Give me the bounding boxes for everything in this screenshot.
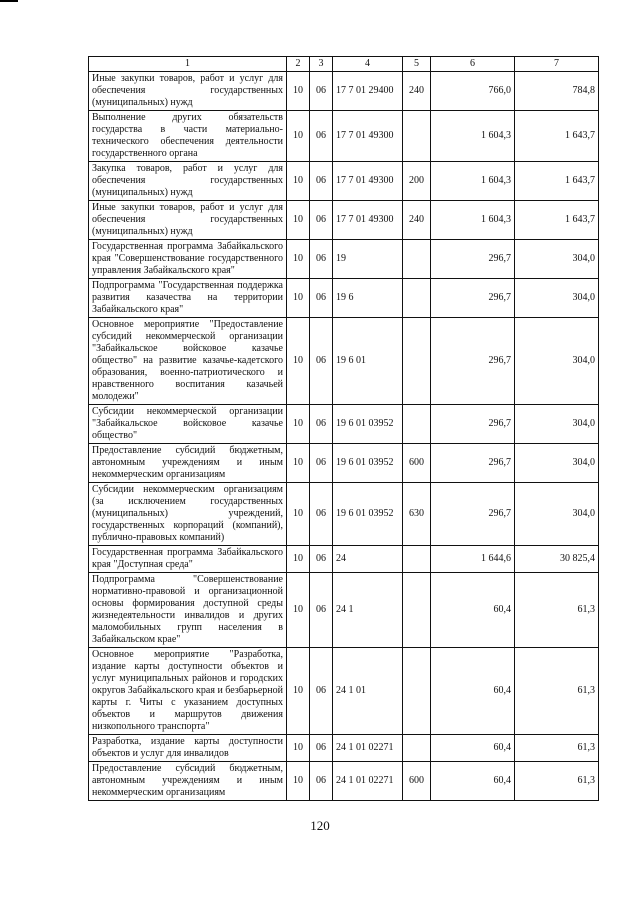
table-row — [89, 546, 599, 573]
table-row — [89, 72, 599, 111]
section-code-cell: 10 — [287, 405, 310, 444]
expense-type-cell — [403, 279, 431, 318]
expense-type-cell — [403, 546, 431, 573]
row-name-cell: Основное мероприятие "Предоставление субсидий некоммерческой организации "Забайкальское войсковое казачье общество" на развитие казачье-кадетского образования, военно-патриотического и нравственного воспитания казачьей молодежи" — [89, 318, 287, 405]
amount-cell-col6: 1 604,3 — [431, 201, 515, 240]
row-name-cell: Субсидии некоммерческой организации "Забайкальское войсковое казачье общество" — [89, 405, 287, 444]
section-code-cell: 10 — [287, 546, 310, 573]
target-article-cell: 24 1 — [333, 573, 403, 648]
target-article-cell: 19 6 01 03952 — [333, 405, 403, 444]
table-row — [89, 762, 599, 801]
amount-cell-col6: 296,7 — [431, 240, 515, 279]
amount-cell-col7: 304,0 — [515, 405, 599, 444]
subsection-code-cell: 06 — [310, 648, 333, 735]
expense-type-cell: 600 — [403, 444, 431, 483]
section-code-cell: 10 — [287, 573, 310, 648]
amount-cell-col7: 304,0 — [515, 483, 599, 546]
amount-cell-col6: 60,4 — [431, 648, 515, 735]
document-page — [88, 56, 598, 801]
amount-cell-col6: 60,4 — [431, 573, 515, 648]
target-article-cell: 19 — [333, 240, 403, 279]
column-header: 2 — [287, 57, 310, 72]
subsection-code-cell: 06 — [310, 735, 333, 762]
row-name-cell: Предоставление субсидий бюджетным, автономным учреждениям и иным некоммерческим организациям — [89, 762, 287, 801]
section-code-cell: 10 — [287, 111, 310, 162]
amount-cell-col6: 1 604,3 — [431, 162, 515, 201]
expense-type-cell — [403, 240, 431, 279]
section-code-cell: 10 — [287, 279, 310, 318]
table-row — [89, 735, 599, 762]
table-body — [89, 72, 599, 801]
amount-cell-col7: 304,0 — [515, 318, 599, 405]
amount-cell-col6: 766,0 — [431, 72, 515, 111]
subsection-code-cell: 06 — [310, 573, 333, 648]
table-row — [89, 111, 599, 162]
section-code-cell: 10 — [287, 240, 310, 279]
row-name-cell: Выполнение других обязательств государства в части материально-технического обеспечения деятельности государственного органа — [89, 111, 287, 162]
column-header: 4 — [333, 57, 403, 72]
amount-cell-col6: 60,4 — [431, 735, 515, 762]
amount-cell-col6: 1 644,6 — [431, 546, 515, 573]
amount-cell-col7: 304,0 — [515, 279, 599, 318]
row-name-cell: Разработка, издание карты доступности объектов и услуг для инвалидов — [89, 735, 287, 762]
table-row — [89, 318, 599, 405]
target-article-cell: 17 7 01 29400 — [333, 72, 403, 111]
header-row — [89, 57, 599, 72]
table-row — [89, 201, 599, 240]
section-code-cell: 10 — [287, 648, 310, 735]
section-code-cell: 10 — [287, 483, 310, 546]
amount-cell-col7: 61,3 — [515, 735, 599, 762]
amount-cell-col7: 784,8 — [515, 72, 599, 111]
row-name-cell: Предоставление субсидий бюджетным, автономным учреждениям и иным некоммерческим организациям — [89, 444, 287, 483]
section-code-cell: 10 — [287, 762, 310, 801]
row-name-cell: Основное мероприятие "Разработка, издание карты доступности объектов и услуг муниципальных районов и городских округов Забайкальского края и безбарьерной карты г. Читы с указанием доступных объектов и маршрутов движения низкопольного транспорта" — [89, 648, 287, 735]
target-article-cell: 19 6 01 — [333, 318, 403, 405]
amount-cell-col6: 296,7 — [431, 405, 515, 444]
amount-cell-col7: 30 825,4 — [515, 546, 599, 573]
target-article-cell: 24 — [333, 546, 403, 573]
subsection-code-cell: 06 — [310, 162, 333, 201]
table-row — [89, 405, 599, 444]
expense-type-cell — [403, 648, 431, 735]
expense-type-cell: 600 — [403, 762, 431, 801]
subsection-code-cell: 06 — [310, 240, 333, 279]
subsection-code-cell: 06 — [310, 111, 333, 162]
page-number: 120 — [310, 818, 330, 833]
subsection-code-cell: 06 — [310, 546, 333, 573]
expense-type-cell — [403, 111, 431, 162]
amount-cell-col7: 61,3 — [515, 573, 599, 648]
table-row — [89, 444, 599, 483]
table-row — [89, 279, 599, 318]
table-row — [89, 240, 599, 279]
row-name-cell: Закупка товаров, работ и услуг для обеспечения государственных (муниципальных) нужд — [89, 162, 287, 201]
section-code-cell: 10 — [287, 444, 310, 483]
target-article-cell: 17 7 01 49300 — [333, 201, 403, 240]
expense-type-cell: 630 — [403, 483, 431, 546]
subsection-code-cell: 06 — [310, 201, 333, 240]
corner-mark — [0, 0, 18, 2]
amount-cell-col7: 304,0 — [515, 444, 599, 483]
amount-cell-col7: 304,0 — [515, 240, 599, 279]
table-row — [89, 162, 599, 201]
subsection-code-cell: 06 — [310, 72, 333, 111]
expense-type-cell: 200 — [403, 162, 431, 201]
row-name-cell: Подпрограмма "Государственная поддержка развития казачества на территории Забайкальского края" — [89, 279, 287, 318]
target-article-cell: 19 6 — [333, 279, 403, 318]
expense-type-cell: 240 — [403, 201, 431, 240]
budget-table — [88, 56, 599, 801]
target-article-cell: 17 7 01 49300 — [333, 162, 403, 201]
subsection-code-cell: 06 — [310, 444, 333, 483]
target-article-cell: 24 1 01 — [333, 648, 403, 735]
expense-type-cell — [403, 573, 431, 648]
row-name-cell: Иные закупки товаров, работ и услуг для обеспечения государственных (муниципальных) нужд — [89, 72, 287, 111]
column-header: 5 — [403, 57, 431, 72]
row-name-cell: Государственная программа Забайкальского края "Доступная среда" — [89, 546, 287, 573]
expense-type-cell — [403, 405, 431, 444]
amount-cell-col7: 1 643,7 — [515, 201, 599, 240]
section-code-cell: 10 — [287, 735, 310, 762]
amount-cell-col6: 296,7 — [431, 483, 515, 546]
table-row — [89, 648, 599, 735]
subsection-code-cell: 06 — [310, 405, 333, 444]
column-header: 1 — [89, 57, 287, 72]
row-name-cell: Иные закупки товаров, работ и услуг для обеспечения государственных (муниципальных) нужд — [89, 201, 287, 240]
row-name-cell: Государственная программа Забайкальского края "Совершенствование государственного управления Забайкальского края" — [89, 240, 287, 279]
subsection-code-cell: 06 — [310, 318, 333, 405]
amount-cell-col6: 296,7 — [431, 444, 515, 483]
target-article-cell: 24 1 01 02271 — [333, 735, 403, 762]
column-header: 7 — [515, 57, 599, 72]
target-article-cell: 24 1 01 02271 — [333, 762, 403, 801]
section-code-cell: 10 — [287, 72, 310, 111]
table-row — [89, 573, 599, 648]
subsection-code-cell: 06 — [310, 279, 333, 318]
section-code-cell: 10 — [287, 318, 310, 405]
amount-cell-col7: 61,3 — [515, 762, 599, 801]
expense-type-cell — [403, 735, 431, 762]
section-code-cell: 10 — [287, 162, 310, 201]
target-article-cell: 17 7 01 49300 — [333, 111, 403, 162]
expense-type-cell — [403, 318, 431, 405]
amount-cell-col7: 61,3 — [515, 648, 599, 735]
table-row — [89, 483, 599, 546]
subsection-code-cell: 06 — [310, 762, 333, 801]
subsection-code-cell: 06 — [310, 483, 333, 546]
expense-type-cell: 240 — [403, 72, 431, 111]
row-name-cell: Субсидии некоммерческим организациям (за исключением государственных (муниципальных) учреждений, государственных корпораций (компаний), публично-правовых компаний) — [89, 483, 287, 546]
section-code-cell: 10 — [287, 201, 310, 240]
column-header: 6 — [431, 57, 515, 72]
amount-cell-col7: 1 643,7 — [515, 111, 599, 162]
target-article-cell: 19 6 01 03952 — [333, 483, 403, 546]
target-article-cell: 19 6 01 03952 — [333, 444, 403, 483]
column-header: 3 — [310, 57, 333, 72]
amount-cell-col7: 1 643,7 — [515, 162, 599, 201]
amount-cell-col6: 296,7 — [431, 279, 515, 318]
row-name-cell: Подпрограмма "Совершенствование нормативно-правовой и организационной основы формирования доступной среды жизнедеятельности инвалидов и других маломобильных групп населения в Забайкальском крае" — [89, 573, 287, 648]
amount-cell-col6: 296,7 — [431, 318, 515, 405]
amount-cell-col6: 1 604,3 — [431, 111, 515, 162]
amount-cell-col6: 60,4 — [431, 762, 515, 801]
